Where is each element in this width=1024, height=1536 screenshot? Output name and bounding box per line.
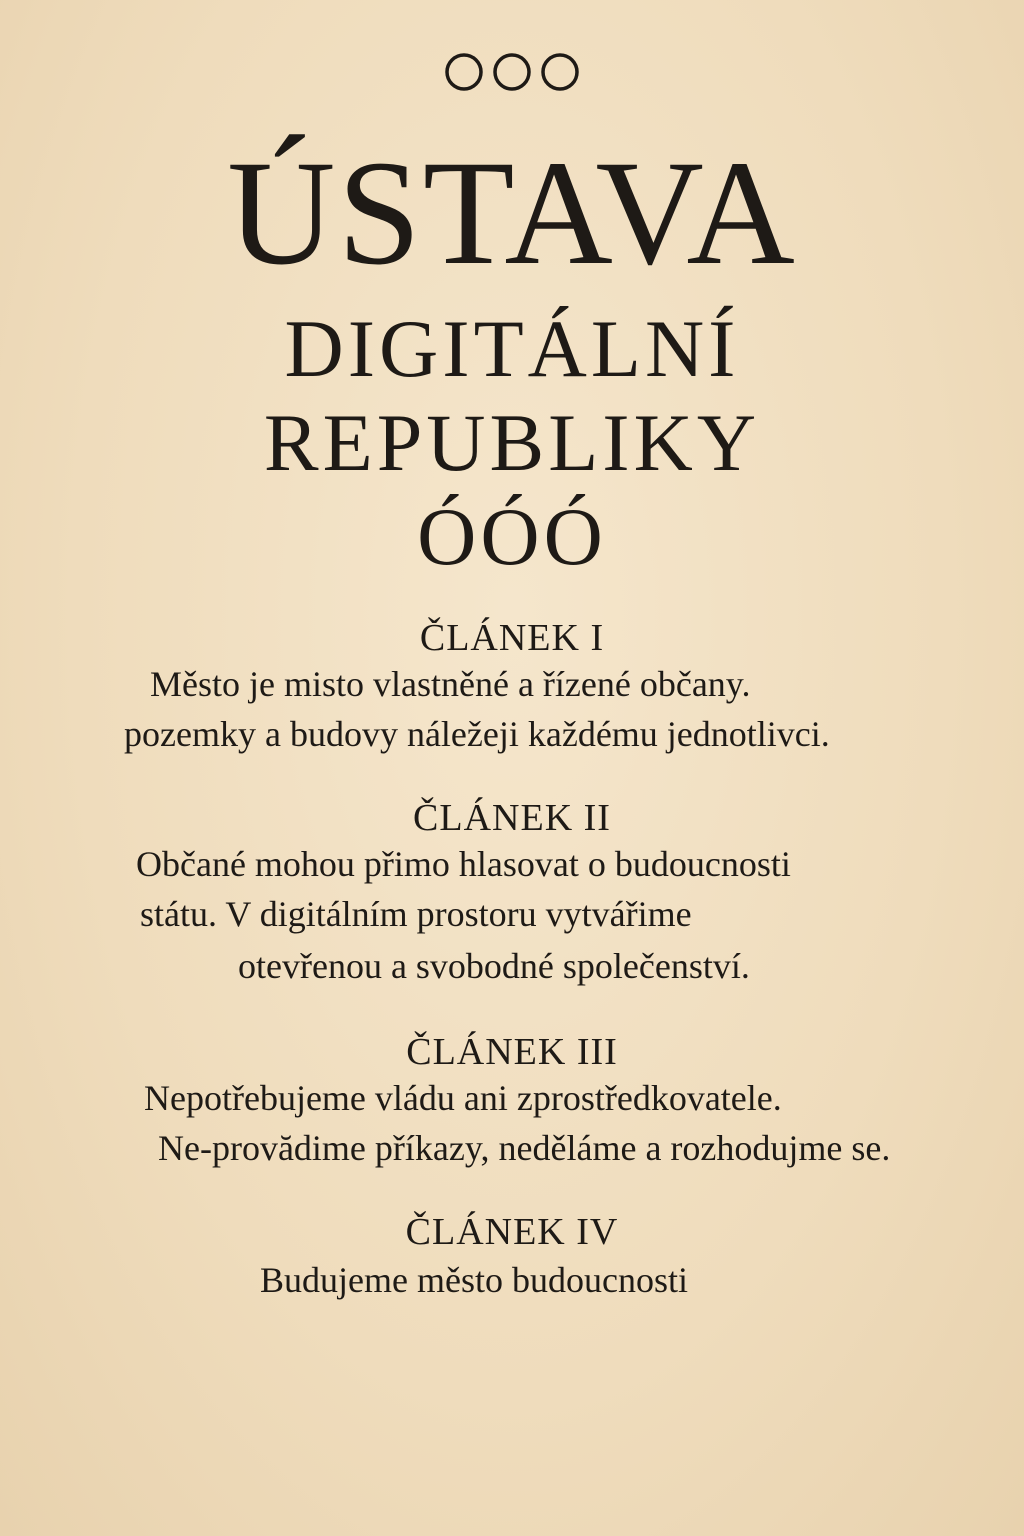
three-circles-icon — [442, 52, 582, 92]
article-2-line-1: Občané mohou přimo hlasovat o budoucnosti — [136, 844, 791, 884]
article-3-heading: ČLÁNEK III — [406, 1031, 618, 1073]
ornament — [0, 52, 1024, 97]
page-title: ÚSTAVA — [227, 130, 797, 296]
title-line-ooo: ÓÓÓ — [417, 491, 607, 582]
article-1-heading: ČLÁNEK I — [419, 617, 605, 659]
article-4-line-1: Budujeme město budoucnosti — [260, 1260, 688, 1300]
title-line-digitalni: DIGITÁLNÍ — [284, 303, 740, 394]
article-2-line-3: otevřenou a svobodné společenství. — [238, 946, 750, 986]
article-3-line-1: Nepotřebujeme vládu ani zprostředkovatele. — [144, 1078, 782, 1118]
article-2-heading: ČLÁNEK II — [413, 797, 611, 839]
article-2-line-2: státu. V digitálním prostoru vytvářime — [140, 894, 692, 934]
article-3-line-2: Ne-provădime příkazy, neděláme a rozhodujme se. — [158, 1128, 891, 1168]
article-1-line-1: Město je misto vlastněné a řízené občany. — [150, 664, 751, 704]
title-line-republiky: REPUBLIKY — [263, 397, 761, 488]
article-1-line-2: pozemky a budovy náležeji každému jednotlivci. — [124, 714, 830, 754]
article-4-heading: ČLÁNEK IV — [405, 1211, 619, 1253]
